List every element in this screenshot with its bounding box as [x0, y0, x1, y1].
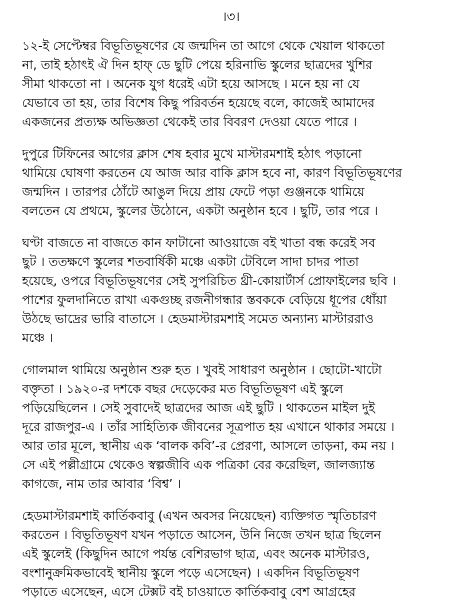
text-line: দুপুরে টিফিনের আগের ক্লাস শেষ হবার মুখে মাস্টারমশাই হঠাৎ পড়ানো [22, 146, 362, 161]
text-line: পড়াতে এসেছেন, এসে টেক্সট বই চাওয়াতে কার্তিকবাবু বেশ আগ্রহের [22, 584, 356, 599]
text-line: করতেন । বিভূতিভূষণ যখন পড়াতে আসেন, উনি নিজে তখন ছাত্র ছিলেন [22, 527, 382, 542]
text-line: আর তার মূলে, স্থানীয় এক ‘বালক কবি’-র প্রেরণা, আসলে তাড়না, কম নয় । [22, 438, 395, 453]
paragraph-5 [22, 506, 440, 601]
paragraph-1 [22, 36, 440, 131]
text-line: যেভাবে তা হয়, তার বিশেষ কিছু পরিবর্তন হয়েছে বলে, কাজেই আমাদের [22, 95, 375, 110]
text-line: থামিয়ে ঘোষণা করতেন যে আজ আর বাকি ক্লাস হবে না, কারণ বিভূতিভূষণের [22, 165, 402, 180]
text-line: মঞ্চে । [22, 330, 54, 345]
text-line: জন্মদিন । তারপর ঠোঁটে আঙুল দিয়ে প্রায় ফেটে পড়া গুঞ্জনকে থামিয়ে [22, 184, 365, 199]
text-line: সে এই পল্লীগ্রামে থেকেও স্বল্পজীবি এক পত্রিকা বের করেছিল, জালজ্যান্ত [22, 457, 375, 472]
text-line: একজনের প্রত্যক্ষ অভিজ্ঞতা থেকেই তার বিবরণ দেওয়া যেতে পারে । [22, 114, 357, 129]
text-line: বংশানুক্রমিকভাবেই স্থানীয় স্কুলে পড়ে এসেছেন) । একদিন বিভূতিভূষণ [22, 565, 360, 580]
text-line: হয়েছে, ওপরে বিভূতিভূষণের সেই সুপরিচিত থ্রী-কোয়ার্টার্স প্রোফাইলের ছবি । [22, 273, 396, 288]
text-line: বলতেন যে প্রথমে, স্কুলের উঠোনে, একটা অনুষ্ঠান হবে । ছুটি, তার পরে । [22, 203, 378, 218]
text-line: সীমা থাকতো না । অনেক যুগ ধরেই এটা হয়ে আসছে । মনে হয় না যে [22, 76, 360, 91]
text-line: গোলমাল থামিয়ে অনুষ্ঠান শুরু হত । খুবই সাধারণ অনুষ্ঠান । ছোটো-খাটো [22, 362, 382, 377]
text-line: পাশের ফুলদানিতে রাখা একগুচ্ছ রজনীগন্ধার স্তবককে বেড়িয়ে ধূপের ধোঁয়া [22, 292, 387, 307]
text-line: বক্তৃতা । ১৯২০-র দশকে বছর দেড়েকের মত বিভূতিভূষণ এই স্কুলে [22, 381, 343, 396]
text-line: কাগজে, নাম তার আবার ‘বিশ্ব’ । [22, 476, 182, 491]
text-line: ঘণ্টা বাজতে না বাজতে কান ফাটানো আওয়াজে বই খাতা বন্ধ করেই সব [22, 235, 376, 250]
page-number: ।৩। [222, 10, 240, 25]
text-line: ছুট । ততক্ষণে স্কুলের শতবার্ষিকী মঞ্চে একটা টেবিলে সাদা চাদর পাতা [22, 254, 359, 269]
text-line: পড়িয়েছিলেন । সেই সুবাদেই ছাত্রদের আজ এই ছুটি । থাকতেন মাইল দুই [22, 400, 375, 415]
text-line: ১২-ই সেপ্টেম্বর বিভূতিভূষণের যে জন্মদিন তা আগে থেকে খেয়াল থাকতো [22, 38, 385, 53]
text-line: দূরে রাজপুর-এ । তাঁর সাহিত্যিক জীবনের সূত্রপাত হয় এখানে থাকার সময়ে । [22, 419, 395, 434]
paragraph-4 [22, 360, 440, 493]
text-line: হেডমাস্টারমশাই কার্তিকবাবু (এখন অবসর নিয়েছেন) ব্যক্তিগত স্মৃতিচারণ [22, 508, 377, 523]
text-line: উঠছে ভাদ্রের ভারি বাতাসে । হেডমাস্টারমশাই সমেত অন্যান্য মাস্টাররাও [22, 311, 374, 326]
text-line: না, তাই হঠাৎই ঐ দিন হাফ্‌ ডে ছুটি পেয়ে হরিনাভি স্কুলের ছাত্রদের খুশির [22, 57, 373, 72]
text-line: এই স্কুলেই (কিছুদিন আগে পর্যন্ত বেশিরভাগ ছাত্র, এবং অনেক মাস্টারও, [22, 546, 370, 561]
paragraph-3 [22, 233, 440, 347]
paragraph-2 [22, 144, 440, 220]
